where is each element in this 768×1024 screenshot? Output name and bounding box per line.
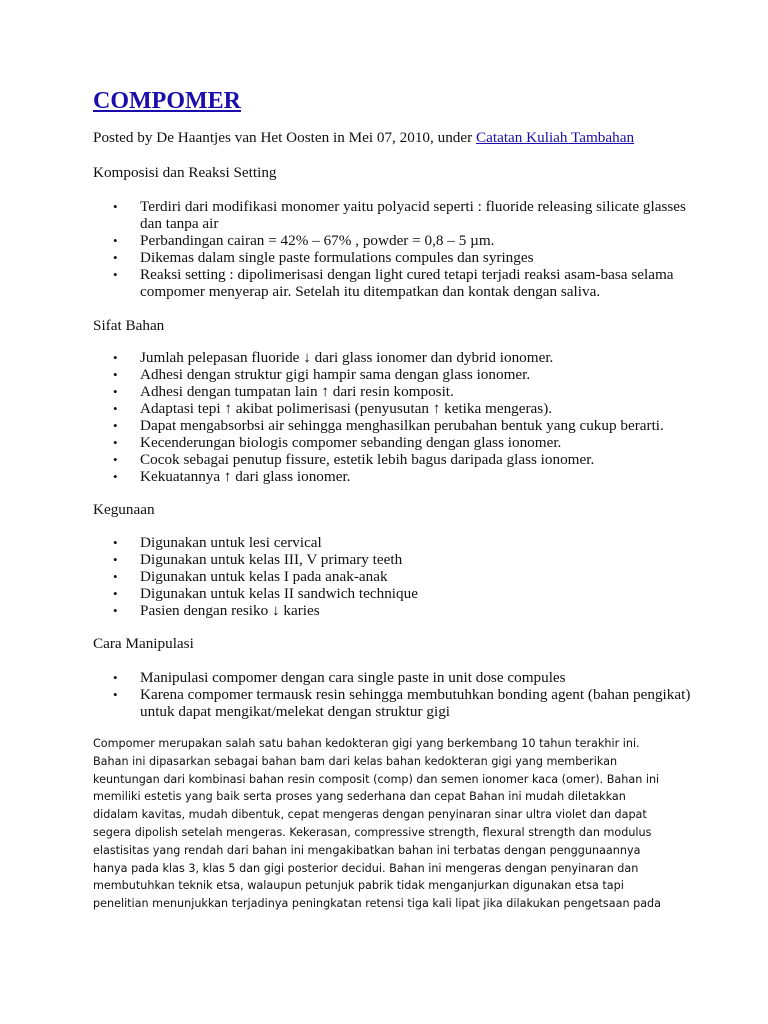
paragraph-line: didalam kavitas, mudah dibentuk, cepat mengeras dengan penyinaran sinar ultra violet dan dapat bbox=[93, 808, 647, 822]
list-item: • Kekuatannya ↑ dari glass ionomer. bbox=[93, 468, 693, 485]
list-item: • Kecenderungan biologis compomer sebanding dengan glass ionomer. bbox=[93, 434, 693, 451]
list-item: • Perbandingan cairan = 42% – 67% , powder = 0,8 – 5 µm. bbox=[93, 232, 693, 249]
paragraph-line: segera dipolish setelah mengeras. Kekerasan, compressive strength, flexural strength dan modulus bbox=[93, 825, 652, 839]
list-item: • Adhesi dengan struktur gigi hampir sama dengan glass ionomer. bbox=[93, 366, 693, 383]
list-item: • Dapat mengabsorbsi air sehingga menghasilkan perubahan bentuk yang cukup berarti. bbox=[93, 417, 693, 434]
list-item: • Digunakan untuk kelas II sandwich technique bbox=[93, 585, 693, 602]
list-item: • Cocok sebagai penutup fissure, estetik lebih bagus daripada glass ionomer. bbox=[93, 451, 693, 468]
list-item: • Digunakan untuk kelas I pada anak-anak bbox=[93, 568, 693, 585]
paragraph-line: Bahan ini dipasarkan sebagai bahan bam dari kelas bahan kedokteran gigi yang memberikan bbox=[93, 754, 618, 768]
paragraph-line: penelitian menunjukkan terjadinya peningkatan retensi tiga kali lipat jika dilakukan pengetsaan pada bbox=[93, 897, 662, 911]
list-item: • Adhesi dengan tumpatan lain ↑ dari resin komposit. bbox=[93, 383, 693, 400]
section-heading-kegunaan: Kegunaan bbox=[93, 501, 155, 518]
article-title[interactable]: COMPOMER bbox=[93, 88, 241, 114]
section-heading-manipulasi: Cara Manipulasi bbox=[93, 635, 194, 652]
category-link[interactable]: Catatan Kuliah Tambahan bbox=[476, 129, 635, 146]
body-paragraph bbox=[93, 735, 668, 913]
section-heading-komposisi: Komposisi dan Reaksi Setting bbox=[93, 164, 277, 181]
section-list-kegunaan bbox=[93, 534, 693, 619]
list-item: • Dikemas dalam single paste formulations compules dan syringes bbox=[93, 249, 693, 266]
section-list-manipulasi bbox=[93, 669, 693, 720]
list-item: • Reaksi setting : dipolimerisasi dengan light cured tetapi terjadi reaksi asam-basa selama compomer menyerap air. Setelah itu ditempatkan dan kontak dengan saliva. bbox=[93, 266, 693, 300]
list-item: • Jumlah pelepasan fluoride ↓ dari glass ionomer dan dybrid ionomer. bbox=[93, 349, 693, 366]
list-item: • Pasien dengan resiko ↓ karies bbox=[93, 602, 693, 619]
list-item: • Manipulasi compomer dengan cara single paste in unit dose compules bbox=[93, 669, 693, 686]
post-meta bbox=[93, 128, 713, 148]
list-item: • Terdiri dari modifikasi monomer yaitu polyacid seperti : fluoride releasing silicate glasses dan tanpa air bbox=[93, 198, 693, 232]
list-item: • Karena compomer termausk resin sehingga membutuhkan bonding agent (bahan pengikat) untuk dapat mengikat/melekat dengan struktur gigi bbox=[93, 686, 693, 720]
section-list-sifat bbox=[93, 349, 693, 485]
paragraph-line: Compomer merupakan salah satu bahan kedokteran gigi yang berkembang 10 tahun terakhir ini. bbox=[93, 737, 640, 750]
list-item: • Adaptasi tepi ↑ akibat polimerisasi (penyusutan ↑ ketika mengeras). bbox=[93, 400, 693, 417]
list-item: • Digunakan untuk kelas III, V primary teeth bbox=[93, 551, 693, 568]
paragraph-line: hanya pada klas 3, klas 5 dan gigi posterior decidui. Bahan ini mengeras dengan penyinaran dan bbox=[93, 861, 639, 875]
paragraph-line: membutuhkan teknik etsa, walaupun petunjuk pabrik tidak menganjurkan digunakan etsa tapi bbox=[93, 879, 624, 893]
paragraph-line: memiliki estetis yang baik serta proses yang sederhana dan cepat Bahan ini mudah diletakkan bbox=[93, 790, 626, 804]
section-list-komposisi bbox=[93, 198, 693, 300]
list-item: • Digunakan untuk lesi cervical bbox=[93, 534, 693, 551]
post-meta-text: Posted by De Haantjes van Het Oosten in Mei 07, 2010, under bbox=[93, 129, 476, 146]
paragraph-line: keuntungan dari kombinasi bahan resin composit (comp) dan semen ionomer kaca (omer). Bahan ini bbox=[93, 772, 660, 786]
paragraph-line: elastisitas yang rendah dari bahan ini mengakibatkan bahan ini terbatas dengan penggunaannya bbox=[93, 843, 641, 857]
section-heading-sifat: Sifat Bahan bbox=[93, 317, 165, 334]
